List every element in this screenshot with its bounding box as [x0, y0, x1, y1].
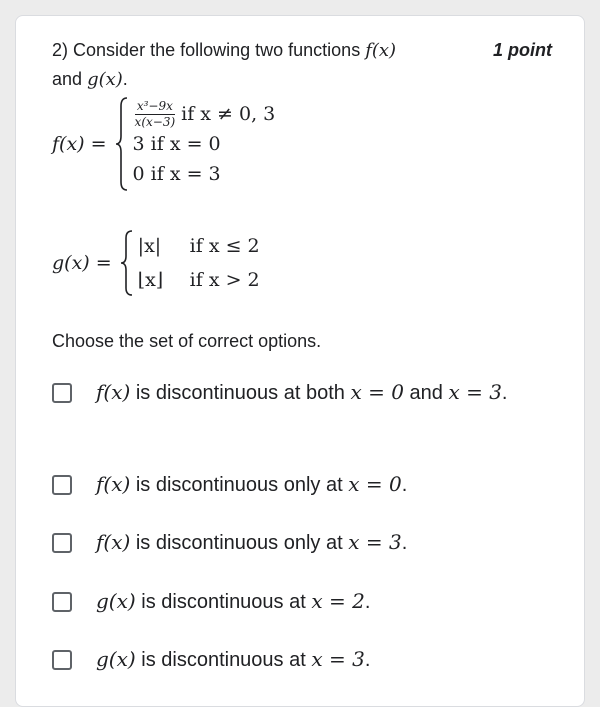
- f-numerator: x³−9x: [136, 98, 173, 113]
- option-1[interactable]: [52, 376, 526, 410]
- option-4-text: is discontinuous at: [141, 591, 306, 613]
- option-4-label[interactable]: [96, 585, 370, 619]
- option-3-text: is discontinuous only at: [135, 532, 343, 554]
- question-text-end: .: [122, 69, 128, 89]
- points-label: 1 point: [493, 40, 552, 60]
- option-5-math: x = 3: [311, 647, 365, 671]
- g-case-1-value: |x|: [137, 235, 162, 257]
- left-brace-icon: [115, 96, 129, 192]
- g-definition: [52, 229, 260, 297]
- function-f-symbol: f(x): [365, 40, 397, 61]
- option-5[interactable]: [52, 643, 370, 677]
- left-brace-icon: [120, 229, 134, 297]
- option-4[interactable]: [52, 585, 370, 619]
- question-text-mid: and: [52, 69, 83, 89]
- g-case-2-condition: if x > 2: [189, 269, 260, 291]
- g-cases: [138, 229, 260, 297]
- option-4-checkbox[interactable]: [52, 592, 72, 612]
- g-case-1: [138, 229, 260, 263]
- option-1-text2: and: [409, 382, 443, 404]
- function-g-symbol: g(x): [87, 69, 123, 90]
- f-fraction: [133, 100, 178, 129]
- option-3-checkbox[interactable]: [52, 533, 72, 553]
- instruction-text: Choose the set of correct options.: [52, 331, 322, 351]
- option-1-math: x = 0: [350, 380, 404, 404]
- question-text: [52, 36, 552, 94]
- question-header: [52, 36, 552, 94]
- option-4-subject: g(x): [96, 589, 136, 613]
- option-5-text: is discontinuous at: [141, 649, 306, 671]
- g-case-2-value: ⌊x⌋: [137, 269, 164, 291]
- option-2-end: .: [401, 474, 408, 496]
- g-case-1-condition: if x ≤ 2: [189, 235, 260, 257]
- option-5-checkbox[interactable]: [52, 650, 72, 670]
- option-1-label[interactable]: [96, 376, 526, 410]
- f-name: f(x) =: [52, 133, 107, 155]
- option-3[interactable]: [52, 526, 407, 560]
- f-case-2: 3 if x = 0: [132, 133, 221, 155]
- question-number: 2): [52, 40, 69, 60]
- option-1-text: is discontinuous at both: [135, 382, 345, 404]
- option-2-label[interactable]: [96, 468, 407, 502]
- option-4-math: x = 2: [311, 589, 365, 613]
- f-case-3: 0 if x = 3: [132, 163, 221, 185]
- f-definition: [52, 96, 275, 192]
- option-2-math: x = 0: [348, 472, 402, 496]
- option-4-end: .: [364, 591, 371, 613]
- option-5-end: .: [364, 649, 371, 671]
- f-cases: [133, 99, 276, 189]
- question-card: [15, 15, 585, 707]
- option-1-subject: f(x): [96, 380, 131, 404]
- option-1-math2: x = 3: [448, 380, 502, 404]
- f-denominator: x(x−3): [134, 114, 176, 129]
- f-case-1: [133, 99, 276, 129]
- option-1-end: .: [501, 382, 508, 404]
- option-3-math: x = 3: [348, 530, 402, 554]
- option-2-checkbox[interactable]: [52, 475, 72, 495]
- option-5-subject: g(x): [96, 647, 136, 671]
- g-name: g(x) =: [52, 252, 112, 274]
- option-2-subject: f(x): [96, 472, 131, 496]
- option-5-label[interactable]: [96, 643, 370, 677]
- option-3-label[interactable]: [96, 526, 407, 560]
- option-3-end: .: [401, 532, 408, 554]
- g-case-2: [138, 263, 260, 297]
- option-2-text: is discontinuous only at: [135, 474, 343, 496]
- f-case-1-condition: if x ≠ 0, 3: [181, 103, 276, 125]
- option-1-checkbox[interactable]: [52, 383, 72, 403]
- option-3-subject: f(x): [96, 530, 131, 554]
- option-2[interactable]: [52, 468, 407, 502]
- question-text-prefix: Consider the following two functions: [73, 40, 361, 60]
